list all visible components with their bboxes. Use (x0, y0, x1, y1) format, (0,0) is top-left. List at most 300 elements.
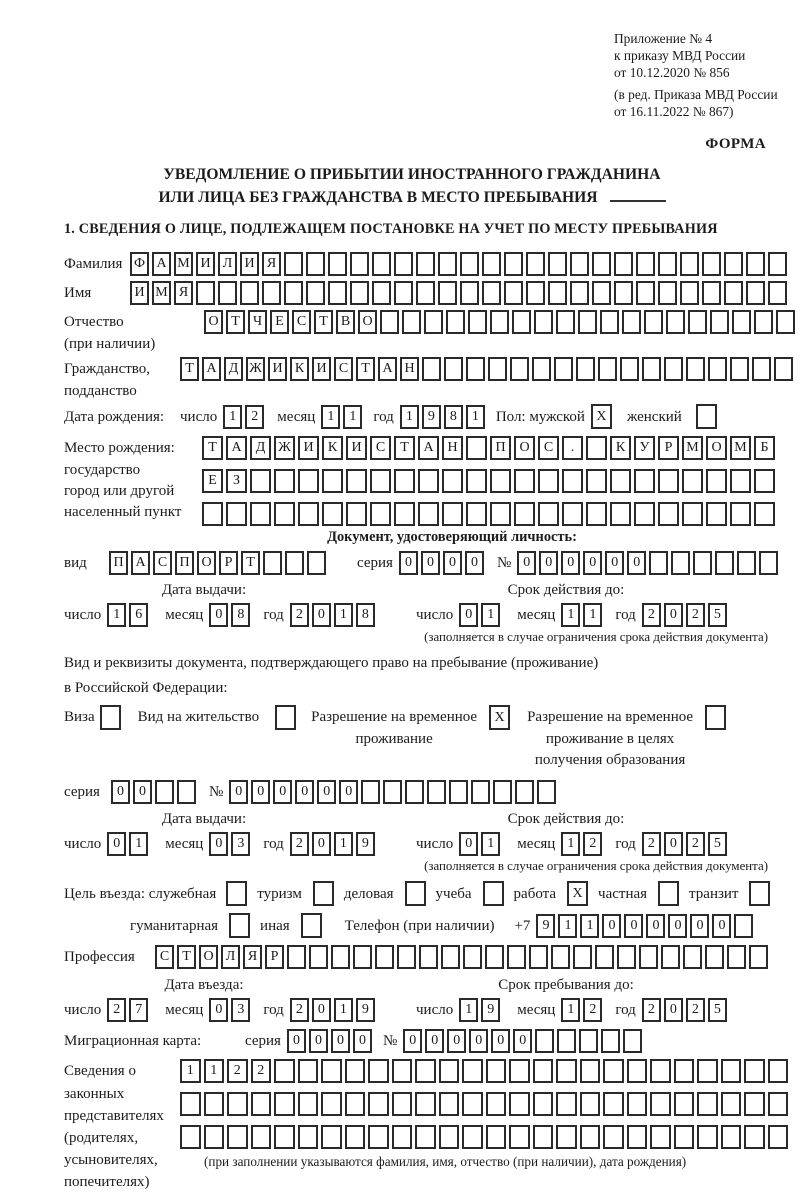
form-cell: 0 (602, 914, 621, 938)
citizenship-label: Гражданство, (64, 361, 151, 377)
form-cell (746, 252, 765, 276)
valid-year-cells (642, 832, 730, 856)
form-cell: 6 (129, 603, 148, 627)
form-cell (576, 357, 595, 381)
form-cell: 0 (668, 914, 687, 938)
form-cell (427, 780, 446, 804)
form-cell: И (268, 357, 287, 381)
form-cell: А (131, 551, 150, 575)
form-cell (287, 945, 306, 969)
valid-date-line (416, 832, 800, 856)
form-cell (649, 551, 668, 575)
form-cell: 0 (583, 551, 602, 575)
stay-date-heading: Срок пребывания до: (498, 977, 634, 993)
form-cell (328, 281, 347, 305)
form-cell: С (370, 436, 391, 460)
form-cell: П (175, 551, 194, 575)
form-cell (533, 1059, 554, 1083)
form-cell (482, 252, 501, 276)
form-cell: 0 (664, 998, 683, 1022)
form-cell (486, 1059, 507, 1083)
form-cell: 8 (444, 405, 463, 429)
doc-number-cells (517, 551, 781, 575)
form-cell (394, 502, 415, 526)
issue-year-cells (290, 832, 378, 856)
form-cell (634, 469, 655, 493)
form-cell (768, 1125, 789, 1149)
profession-label: Профессия (64, 949, 135, 965)
form-cell: Т (314, 310, 333, 334)
form-cell (573, 945, 592, 969)
representatives-row2 (180, 1092, 791, 1116)
form-cell: 0 (107, 832, 126, 856)
form-cell: 2 (290, 832, 309, 856)
form-cell (284, 252, 303, 276)
purpose-humanitarian-label: гуманитарная (130, 917, 219, 934)
form-cell (462, 1125, 483, 1149)
form-cell (706, 502, 727, 526)
form-cell (321, 1059, 342, 1083)
form-cell: И (346, 436, 367, 460)
form-cell (627, 1092, 648, 1116)
form-cell (380, 310, 399, 334)
form-cell (240, 281, 259, 305)
form-cell: В (336, 310, 355, 334)
day-label: число (416, 607, 454, 623)
form-cell (562, 502, 583, 526)
form-cell: Р (265, 945, 284, 969)
form-cell (622, 310, 641, 334)
valid-month-cells (561, 832, 605, 856)
option-label-line: проживание в целях (545, 731, 675, 747)
form-cell: 1 (481, 603, 500, 627)
form-cell (658, 502, 679, 526)
form-cell: 1 (558, 914, 577, 938)
form-cell: С (334, 357, 353, 381)
form-cell: И (196, 252, 215, 276)
validity-note: (заполняется в случае ограничения срока действия документа) (424, 859, 768, 873)
form-cell: С (155, 945, 174, 969)
form-cell: С (292, 310, 311, 334)
form-cell: 2 (642, 832, 661, 856)
form-cell (693, 551, 712, 575)
form-cell (466, 436, 487, 460)
representatives-label-line: попечителях) (64, 1174, 150, 1190)
form-cell (610, 469, 631, 493)
form-cell (313, 881, 334, 906)
form-cell (682, 502, 703, 526)
form-cell (346, 502, 367, 526)
form-cell: 0 (646, 914, 665, 938)
form-cell (730, 502, 751, 526)
form-cell (737, 551, 756, 575)
section1-heading: 1. СВЕДЕНИЯ О ЛИЦЕ, ПОДЛЕЖАЩЕМ ПОСТАНОВКЕ НА УЧЕТ ПО МЕСТУ ПРЕБЫВАНИЯ (64, 221, 718, 237)
form-cell (642, 357, 661, 381)
form-cell: М (152, 281, 171, 305)
form-cell: М (730, 436, 751, 460)
form-cell: Ж (246, 357, 265, 381)
form-cell (708, 357, 727, 381)
form-title-line2: ИЛИ ЛИЦА БЕЗ ГРАЖДАНСТВА В МЕСТО ПРЕБЫВАНИЯ (158, 189, 598, 206)
form-cell (504, 252, 523, 276)
stay-year-cells (642, 998, 730, 1022)
form-cell: 0 (561, 551, 580, 575)
form-cell (202, 502, 223, 526)
form-cell (634, 502, 655, 526)
form-cell (586, 502, 607, 526)
form-cell: 0 (287, 1029, 306, 1053)
form-cell (485, 945, 504, 969)
form-cell: М (682, 436, 703, 460)
day-label: число (416, 1002, 454, 1018)
form-cell (580, 1125, 601, 1149)
form-cell (306, 252, 325, 276)
migration-card-row (64, 1029, 800, 1053)
form-cell (346, 469, 367, 493)
form-cell (732, 310, 751, 334)
entry-day-cells (107, 998, 151, 1022)
form-cell (514, 502, 535, 526)
form-cell: 0 (251, 780, 270, 804)
issue-date-heading: Дата выдачи: (161, 811, 247, 827)
form-cell (392, 1059, 413, 1083)
form-cell (556, 1125, 577, 1149)
form-cell (345, 1059, 366, 1083)
birth-place-sublabel: государство (64, 462, 141, 478)
form-cell: 0 (273, 780, 292, 804)
option-residence-permit-checkbox (275, 705, 299, 730)
form-cell (664, 357, 683, 381)
form-cell (488, 357, 507, 381)
form-cell: 2 (686, 832, 705, 856)
year-label: год (615, 836, 636, 852)
form-cell: 0 (312, 998, 331, 1022)
month-label: месяц (517, 607, 556, 623)
form-cell (614, 252, 633, 276)
form-cell (405, 881, 426, 906)
purpose-label: Цель въезда: служебная (64, 885, 217, 902)
form-cell: Д (224, 357, 243, 381)
form-cell (697, 1059, 718, 1083)
doc-series-cells (399, 551, 487, 575)
form-cell (715, 551, 734, 575)
form-cell (759, 551, 778, 575)
form-cell (274, 502, 295, 526)
form-cell: З (226, 469, 247, 493)
form-cell: 2 (290, 603, 309, 627)
form-cell (730, 469, 751, 493)
form-cell (526, 281, 545, 305)
form-cell (702, 252, 721, 276)
day-label: число (64, 607, 102, 623)
form-cell (419, 945, 438, 969)
representatives-note: (при заполнении указываются фамилия, имя, отчество (при наличии), дата рождения) (204, 1154, 687, 1169)
form-cell (462, 1059, 483, 1083)
purpose-private-checkbox (658, 881, 682, 906)
year-label: год (373, 408, 394, 425)
form-cell: 0 (605, 551, 624, 575)
option-temp-residence-checkbox (489, 705, 513, 730)
representatives-label-line: Сведения о (64, 1063, 136, 1079)
form-label: ФОРМА (705, 136, 766, 152)
form-cell (397, 945, 416, 969)
day-label: число (416, 836, 454, 852)
form-cell (697, 1092, 718, 1116)
form-cell (688, 310, 707, 334)
year-label: год (615, 607, 636, 623)
form-cell (533, 1125, 554, 1149)
form-cell (204, 1092, 225, 1116)
purpose-other (260, 913, 325, 938)
form-cell: 0 (209, 998, 228, 1022)
form-cell: 1 (180, 1059, 201, 1083)
phone-label: Телефон (при наличии) (344, 917, 495, 934)
form-cell: 9 (356, 832, 375, 856)
issue-date-col (64, 581, 416, 627)
purpose-private (598, 881, 682, 906)
purpose-study (436, 881, 507, 906)
form-cell (754, 502, 775, 526)
form-cell (548, 281, 567, 305)
entry-year-cells (290, 998, 378, 1022)
form-cell (746, 281, 765, 305)
form-cell: 0 (443, 551, 462, 575)
form-cell: И (240, 252, 259, 276)
form-cell (422, 357, 441, 381)
form-cell: 0 (459, 603, 478, 627)
representatives-block (64, 1059, 800, 1193)
form-cell: 0 (353, 1029, 372, 1053)
form-cell (754, 469, 775, 493)
form-cell (744, 1092, 765, 1116)
form-cell (274, 1125, 295, 1149)
form-cell: Т (356, 357, 375, 381)
form-cell: 2 (107, 998, 126, 1022)
form-cell (658, 252, 677, 276)
form-cell (674, 1125, 695, 1149)
form-cell (439, 1125, 460, 1149)
day-label: число (64, 1002, 102, 1018)
form-cell (595, 945, 614, 969)
form-cell: Т (202, 436, 223, 460)
form-cell (402, 310, 421, 334)
month-label: месяц (165, 836, 204, 852)
form-cell (350, 252, 369, 276)
residence-number-cells (229, 780, 559, 804)
valid-year-cells (642, 603, 730, 627)
form-cell (415, 1059, 436, 1083)
form-cell (331, 945, 350, 969)
option-visa-label: Виза (64, 709, 95, 725)
form-cell: 1 (580, 914, 599, 938)
form-cell: Ф (130, 252, 149, 276)
migration-series-cells (287, 1029, 375, 1053)
form-cell: 1 (204, 1059, 225, 1083)
form-cell (442, 469, 463, 493)
form-cell (538, 469, 559, 493)
form-cell (493, 780, 512, 804)
form-cell: Л (221, 945, 240, 969)
form-cell (322, 502, 343, 526)
purpose-business-label: деловая (343, 885, 394, 902)
form-cell: 9 (481, 998, 500, 1022)
form-cell: К (610, 436, 631, 460)
form-cell (579, 1029, 598, 1053)
issue-month-cells (209, 832, 253, 856)
form-cell (592, 252, 611, 276)
firstname-label: Имя (64, 285, 92, 301)
issue-date-line (64, 603, 416, 627)
form-cell (768, 281, 787, 305)
form-cell (580, 1059, 601, 1083)
sex-female-label: женский (626, 408, 682, 425)
form-cell (768, 1059, 789, 1083)
form-cell: 0 (469, 1029, 488, 1053)
form-cell (697, 1125, 718, 1149)
residence-doc-intro2: в Российской Федерации: (64, 680, 228, 696)
amendment-line: (в ред. Приказа МВД России (614, 87, 778, 102)
day-label: число (180, 408, 218, 425)
form-cell (636, 252, 655, 276)
form-cell: И (298, 436, 319, 460)
form-cell (415, 1092, 436, 1116)
form-cell (439, 1059, 460, 1083)
form-cell (298, 502, 319, 526)
surname-cells (130, 252, 790, 276)
form-cell (686, 357, 705, 381)
form-cell (754, 310, 773, 334)
form-cell: Я (174, 281, 193, 305)
appendix-block (614, 30, 800, 120)
form-cell (226, 502, 247, 526)
form-cell: Т (394, 436, 415, 460)
form-cell: Е (202, 469, 223, 493)
form-cell: 8 (231, 603, 250, 627)
form-cell (727, 945, 746, 969)
form-cell (227, 1092, 248, 1116)
birth-year-cells (400, 405, 488, 429)
purpose-work-checkbox (567, 881, 591, 906)
form-cell: С (538, 436, 559, 460)
form-title (64, 163, 760, 209)
form-cell (438, 281, 457, 305)
series-label: серия (245, 1033, 281, 1049)
form-cell (636, 281, 655, 305)
form-cell: К (322, 436, 343, 460)
form-cell (557, 1029, 576, 1053)
form-cell (682, 469, 703, 493)
form-cell (204, 1125, 225, 1149)
form-cell (538, 502, 559, 526)
form-cell (328, 252, 347, 276)
residence-series-cells (111, 780, 199, 804)
form-cell (353, 945, 372, 969)
form-cell: И (130, 281, 149, 305)
form-cell (514, 469, 535, 493)
form-cell: П (490, 436, 511, 460)
form-cell: А (378, 357, 397, 381)
stay-day-cells (459, 998, 503, 1022)
form-cell: 1 (334, 998, 353, 1022)
form-cell (471, 780, 490, 804)
form-cell (372, 252, 391, 276)
form-cell (534, 310, 553, 334)
appendix-line: к приказу МВД России (614, 48, 746, 63)
form-cell: 2 (642, 998, 661, 1022)
form-cell (627, 1125, 648, 1149)
form-cell (509, 1125, 530, 1149)
form-cell: 0 (209, 832, 228, 856)
form-cell (680, 252, 699, 276)
purpose-other-label: иная (260, 917, 290, 934)
form-cell: 2 (583, 998, 602, 1022)
form-cell (383, 780, 402, 804)
form-cell (370, 502, 391, 526)
form-cell (749, 945, 768, 969)
form-cell (449, 780, 468, 804)
form-cell: 0 (517, 551, 536, 575)
form-cell (623, 1029, 642, 1053)
sex-male-checkbox (591, 404, 615, 429)
form-cell (614, 281, 633, 305)
field-birth-place (64, 436, 800, 526)
form-cell: Т (226, 310, 245, 334)
purpose-humanitarian-checkbox (229, 913, 253, 938)
doc-type-label: вид (64, 555, 87, 571)
phone-prefix: +7 (514, 917, 531, 934)
form-cell (274, 1059, 295, 1083)
form-cell (196, 281, 215, 305)
form-cell (218, 281, 237, 305)
form-cell (578, 310, 597, 334)
form-cell (226, 881, 247, 906)
form-cell: 0 (465, 551, 484, 575)
form-cell (705, 945, 724, 969)
form-cell (774, 357, 793, 381)
purpose-private-label: частная (598, 885, 648, 902)
form-cell (592, 281, 611, 305)
form-cell: Я (243, 945, 262, 969)
appendix-line: от 10.12.2020 № 856 (614, 65, 730, 80)
purpose-study-label: учеба (435, 885, 472, 902)
form-cell (570, 252, 589, 276)
form-cell (486, 1125, 507, 1149)
entry-date-line (64, 998, 416, 1022)
valid-day-cells (459, 603, 503, 627)
form-cell (285, 551, 304, 575)
form-cell (570, 281, 589, 305)
form-cell: 5 (708, 998, 727, 1022)
form-cell: 1 (107, 603, 126, 627)
form-cell (556, 310, 575, 334)
issue-month-cells (209, 603, 253, 627)
form-cell (671, 551, 690, 575)
form-cell: 1 (561, 998, 580, 1022)
stay-date-line (416, 998, 800, 1022)
representatives-label-line: законных (64, 1086, 125, 1102)
form-cell (444, 357, 463, 381)
birth-place-label-block (64, 436, 202, 523)
purpose-business (344, 881, 429, 906)
form-cell (702, 281, 721, 305)
form-cell (610, 502, 631, 526)
form-cell (416, 252, 435, 276)
form-cell (721, 1092, 742, 1116)
year-label: год (263, 836, 284, 852)
form-cell (322, 469, 343, 493)
form-cell (556, 1059, 577, 1083)
option-residence-permit-label: Вид на жительство (137, 709, 260, 725)
